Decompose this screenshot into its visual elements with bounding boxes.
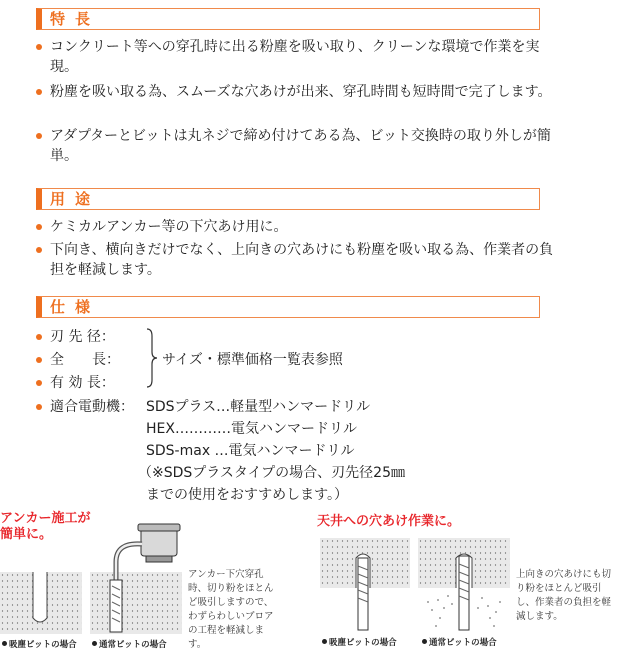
ceiling-heading: 天井への穴あけ作業に。 (317, 514, 461, 529)
anchor-heading-line2: 簡単に。 (0, 527, 53, 542)
ceiling-caption-left: 吸塵ビットの場合 (322, 636, 397, 648)
features-header (36, 8, 540, 30)
caption-dot-icon (2, 641, 7, 646)
feature-item-1: コンクリート等への穿孔時に出る粉塵を吸い取り、クリーンな環境で作業を実現。 (36, 37, 556, 77)
anchor-caption-left: 吸塵ビットの場合 (2, 638, 77, 650)
ceiling-description: 上向きの穴あけにも切り粉をほとんど吸引し、作業者の負担を軽減します。 (516, 569, 612, 622)
size-reference: サイズ・標準価格一覧表参照 (162, 352, 343, 368)
bullet-dot-icon (36, 404, 42, 410)
specs-title: 仕様 (50, 298, 101, 316)
bullet-dot-icon (36, 89, 42, 95)
bullet-dot-icon (36, 334, 42, 340)
bullet-dot-icon (36, 44, 42, 50)
anchor-description: アンカー下穴穿孔時、切り粉をほとんど吸引しますので、わずらわしいブロアの工程を軽減します。 (188, 569, 274, 650)
uses-title: 用途 (50, 190, 101, 208)
anchor-caption-right: 通常ビットの場合 (92, 638, 167, 650)
ceiling-suction-bit-icon (320, 538, 410, 634)
curly-brace-icon (144, 328, 158, 388)
spec-note-line2: までの使用をおすすめします。） (146, 487, 349, 503)
bullet-dot-icon (36, 224, 42, 230)
specs-header (36, 296, 540, 318)
caption-dot-icon (322, 639, 327, 644)
dust-collector-bit-icon (96, 522, 186, 634)
ceiling-caption-right: 通常ビットの場合 (422, 636, 497, 648)
tool-sds-max: SDS-max …電気ハンマードリル (146, 443, 355, 459)
use-item-2: 下向き、横向きだけでなく、上向きの穴あけにも粉塵を吸い取る為、作業者の負担を軽減します。 (36, 240, 556, 280)
ceiling-normal-bit-icon (418, 538, 510, 634)
uses-header (36, 188, 540, 210)
tool-hex: HEX…………電気ハンマードリル (146, 421, 357, 437)
bullet-dot-icon (36, 357, 42, 363)
tool-sds-plus: SDSプラス…軽量型ハンマードリル (146, 399, 371, 415)
feature-item-3: アダプターとビットは丸ネジで締め付けてある為、ビット交換時の取り外しが簡単。 (36, 126, 556, 166)
caption-dot-icon (92, 641, 97, 646)
bullet-dot-icon (36, 380, 42, 386)
bullet-dot-icon (36, 247, 42, 253)
anchor-heading-line1: アンカー施工が (0, 511, 91, 526)
use-item-1: ケミカルアンカー等の下穴あけ用に。 (36, 217, 556, 237)
drill-hole-icon (0, 572, 82, 634)
features-title: 特長 (50, 10, 101, 28)
feature-item-2: 粉塵を吸い取る為、スムーズな穴あけが出来、穿孔時間も短時間で完了します。 (36, 82, 556, 102)
caption-dot-icon (422, 639, 427, 644)
bullet-dot-icon (36, 133, 42, 139)
spec-note-line1: （※SDSプラスタイプの場合、刃先径25㎜ (138, 465, 405, 481)
